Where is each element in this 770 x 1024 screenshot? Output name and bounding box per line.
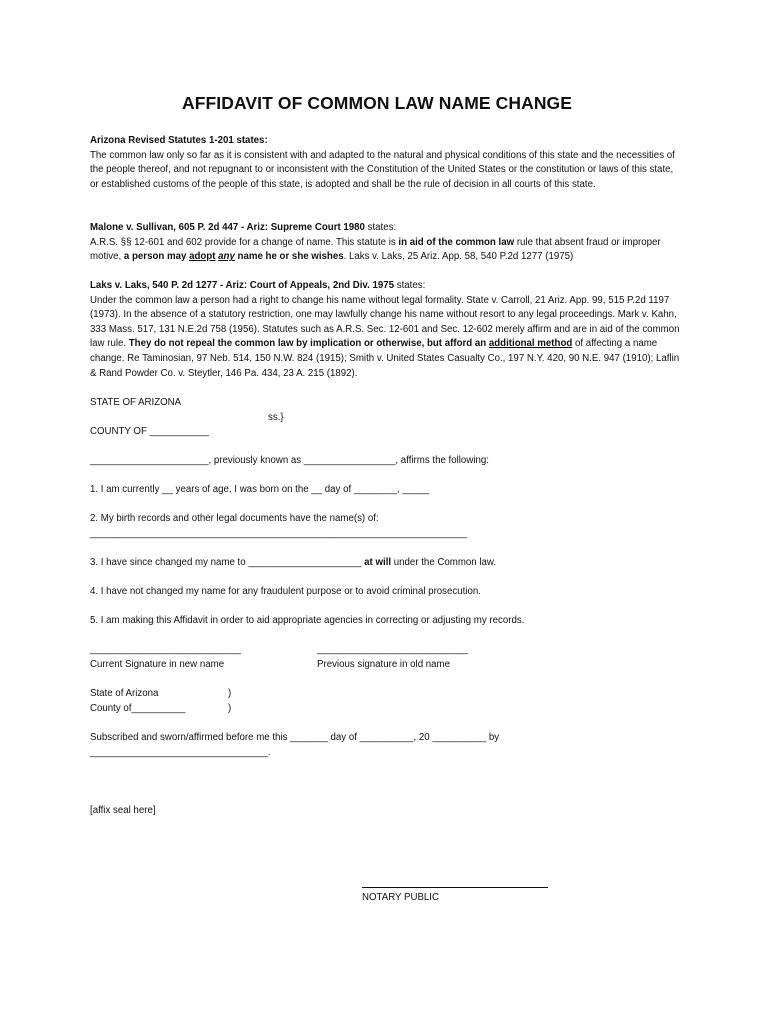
notary-state-paren: ) [228, 688, 232, 699]
laks-section: Laks v. Laks, 540 P. 2d 1277 - Ariz: Court of Appeals, 2nd Div. 1975 states: Under the common law a person had a right to change his name without legal formality. State v. Carroll, 21 Ariz. App. 99, 515 P.2d 1197 (1973). In the absence of a statutory restriction, one may lawfully change his name without resort to any legal proceedings. Mark v. Kahn, 333 Mass. 517, 131 N.E.2d 758 (1956). Statutes such as A.R.S. Sec. 12-601 and Sec. 12-602 merely affirm and are in aid of the common law rule. They do not repeal the common law by implication or otherwise, but afford an additional method of affecting a name change. Re Taminosian, 97 Neb. 514, 150 N.W. 824 (1915); Smith v. United States Casualty Co., 197 N.Y. 420, 90 N.E. 947 (1910); Laflin & Rand Powder Co. v. Steytler, 146 Pa. 434, 23 A. 215 (1892). [90, 279, 680, 381]
item-2-blank[interactable]: ______________________________________________________________________ [90, 528, 468, 539]
venue-county[interactable]: COUNTY OF ___________ [90, 426, 209, 437]
previous-signature-blank[interactable]: ____________________________ [317, 644, 468, 655]
malone-heading: Malone v. Sullivan, 605 P. 2d 447 - Ariz: Supreme Court 1980 [90, 222, 365, 233]
previous-signature-label: Previous signature in old name [317, 659, 451, 670]
seal-placeholder: [affix seal here] [90, 805, 156, 816]
subscribed-line[interactable]: Subscribed and sworn/affirmed before me this _______ day of __________, 20 __________ by [90, 732, 500, 743]
intro-line[interactable]: ______________________, previously known as _________________, affirms the following: [90, 455, 489, 466]
current-signature-blank[interactable]: ____________________________ [90, 644, 241, 655]
malone-section: Malone v. Sullivan, 605 P. 2d 447 - Ariz: Supreme Court 1980 states: A.R.S. §§ 12-601 and 602 provide for a change of name. This statute is in aid of the common law rule that absent fraud or improper motive, a person may adopt any name he or she wishes. Laks v. Laks, 25 Ariz. App. 58, 540 P.2d 1277 (1975) [90, 221, 680, 265]
statute-section [90, 134, 680, 192]
current-signature-label: Current Signature in new name [90, 659, 225, 670]
laks-body: Under the common law a person had a right to change his name without legal formality. State v. Carroll, 21 Ariz. App. 99, 515 P.2d 1197 (1973). In the absence of a statutory restriction, one may lawfully change his name without resort to any legal proceedings. Mark v. Kahn, 333 Mass. 517, 131 N.E.2d 758 (1956). Statutes such as A.R.S. Sec. 12-601 and Sec. 12-602 merely affirm and are in aid of the common law rule. They do not repeal the common law by implication or otherwise, but afford an additional method of affecting a name change. Re Taminosian, 97 Neb. 514, 150 N.W. 824 (1915); Smith v. United States Casualty Co., 197 N.Y. 420, 90 N.E. 947 (1910); Laflin & Rand Powder Co. v. Steytler, 146 Pa. 434, 23 A. 215 (1892). [90, 294, 680, 379]
notary-county-paren: ) [228, 703, 232, 714]
malone-body: A.R.S. §§ 12-601 and 602 provide for a change of name. This statute is in aid of the common law rule that absent fraud or improper motive, a person may adopt any name he or she wishes. Laks v. Laks, 25 Ariz. App. 58, 540 P.2d 1277 (1975) [90, 236, 661, 263]
notary-state: State of Arizona [90, 688, 159, 699]
statute-heading: Arizona Revised Statutes 1-201 states: [90, 135, 268, 146]
statute-body: The common law only so far as it is consistent with and adapted to the natural and physical conditions of this state and the necessities of the people thereof, and not repugnant to or inconsistent with the Constitution of the United States or the constitution or laws of this state, or established customs of the people of this state, is adopted and shall be the rule of decision in all courts of this state. [90, 149, 675, 190]
laks-heading: Laks v. Laks, 540 P. 2d 1277 - Ariz: Court of Appeals, 2nd Div. 1975 [90, 280, 395, 291]
document-title: AFFIDAVIT OF COMMON LAW NAME CHANGE [181, 93, 573, 113]
item-2: 2. My birth records and other legal documents have the name(s) of: [90, 513, 379, 524]
item-4: 4. I have not changed my name for any fraudulent purpose or to avoid criminal prosecution. [90, 586, 481, 597]
item-5: 5. I am making this Affidavit in order to aid appropriate agencies in correcting or adjusting my records. [90, 615, 525, 626]
item-1[interactable]: 1. I am currently __ years of age, I was born on the __ day of ________, _____ [90, 484, 430, 495]
item-3[interactable]: 3. I have since changed my name to _____________________ at will under the Common law. [90, 557, 497, 568]
notary-public-label: NOTARY PUBLIC [362, 892, 439, 903]
notary-signature-line[interactable] [362, 887, 548, 888]
subscribed-line-2[interactable]: _________________________________. [90, 747, 271, 758]
notary-county[interactable]: County of__________ [90, 703, 186, 714]
venue-state: STATE OF ARIZONA [90, 397, 182, 408]
venue-ss: ss.} [268, 412, 284, 423]
